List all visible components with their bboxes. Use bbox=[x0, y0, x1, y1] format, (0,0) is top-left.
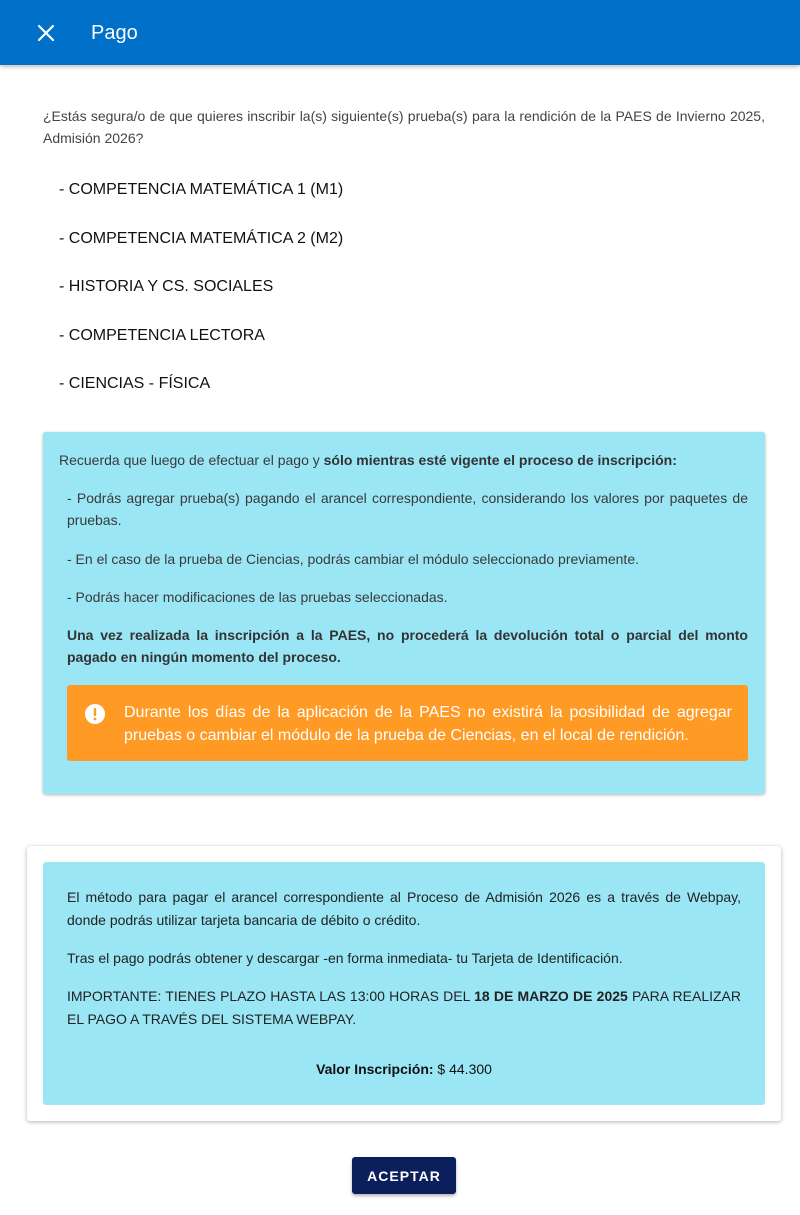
accept-button[interactable]: ACEPTAR bbox=[352, 1157, 456, 1194]
warning-text: Durante los días de la aplicación de la PAES no existirá la posibilidad de agregar pruebas o cambiar el módulo de la prueba de Ciencias, en el local de rendición. bbox=[124, 704, 732, 744]
alert-circle-icon bbox=[84, 703, 106, 725]
close-icon bbox=[34, 21, 58, 45]
payment-card bbox=[27, 846, 781, 1121]
fee-label: Valor Inscripción: bbox=[316, 1061, 434, 1077]
test-item: - COMPETENCIA MATEMÁTICA 2 (M2) bbox=[59, 230, 344, 247]
payment-method-text: El método para pagar el arancel correspondiente al Proceso de Admisión 2026 es a través de Webpay, donde podrás utilizar tarjeta bancaria de débito o crédito. bbox=[67, 889, 741, 928]
payment-info-panel bbox=[43, 862, 765, 1105]
after-payment-text: Tras el pago podrás obtener y descargar -en forma inmediata- tu Tarjeta de Identificación. bbox=[67, 950, 623, 966]
deadline-text-post: PARA REALIZAR EL PAGO A TRAVÉS DEL SISTEMA WEBPAY. bbox=[67, 988, 741, 1027]
fee-value: $ 44.300 bbox=[433, 1061, 492, 1077]
deadline-notice bbox=[67, 985, 741, 1031]
reminder-item: - Podrás agregar prueba(s) pagando el arancel correspondiente, considerando los valores por paquetes de pruebas. bbox=[67, 490, 748, 528]
reminder-panel bbox=[43, 432, 765, 794]
confirmation-question: ¿Estás segura/o de que quieres inscribir la(s) siguiente(s) prueba(s) para la rendición de la PAES de Invierno 2025, Admisión 2026? bbox=[43, 108, 765, 146]
app-bar bbox=[0, 0, 800, 65]
reminder-intro-text: Recuerda que luego de efectuar el pago y bbox=[59, 452, 324, 468]
test-item: - CIENCIAS - FÍSICA bbox=[59, 375, 211, 392]
no-refund-notice: Una vez realizada la inscripción a la PAES, no procederá la devolución total o parcial del monto pagado en ningún momento del proceso. bbox=[67, 627, 748, 665]
deadline-text-pre: IMPORTANTE: TIENES PLAZO HASTA LAS 13:00 HORAS DEL bbox=[67, 988, 475, 1004]
warning-alert bbox=[67, 685, 748, 761]
reminder-intro-bold: sólo mientras esté vigente el proceso de inscripción: bbox=[323, 452, 677, 468]
close-button[interactable] bbox=[34, 21, 58, 45]
reminder-intro bbox=[59, 449, 749, 471]
reminder-item: - Podrás hacer modificaciones de las pruebas seleccionadas. bbox=[67, 589, 448, 605]
test-item: - COMPETENCIA LECTORA bbox=[59, 327, 265, 344]
registration-fee bbox=[43, 1058, 765, 1080]
page-title: Pago bbox=[91, 22, 138, 44]
deadline-date: 18 DE MARZO DE 2025 bbox=[474, 988, 628, 1004]
test-item: - COMPETENCIA MATEMÁTICA 1 (M1) bbox=[59, 181, 344, 198]
test-item: - HISTORIA Y CS. SOCIALES bbox=[59, 278, 274, 295]
reminder-item: - En el caso de la prueba de Ciencias, podrás cambiar el módulo seleccionado previamente. bbox=[67, 551, 639, 567]
